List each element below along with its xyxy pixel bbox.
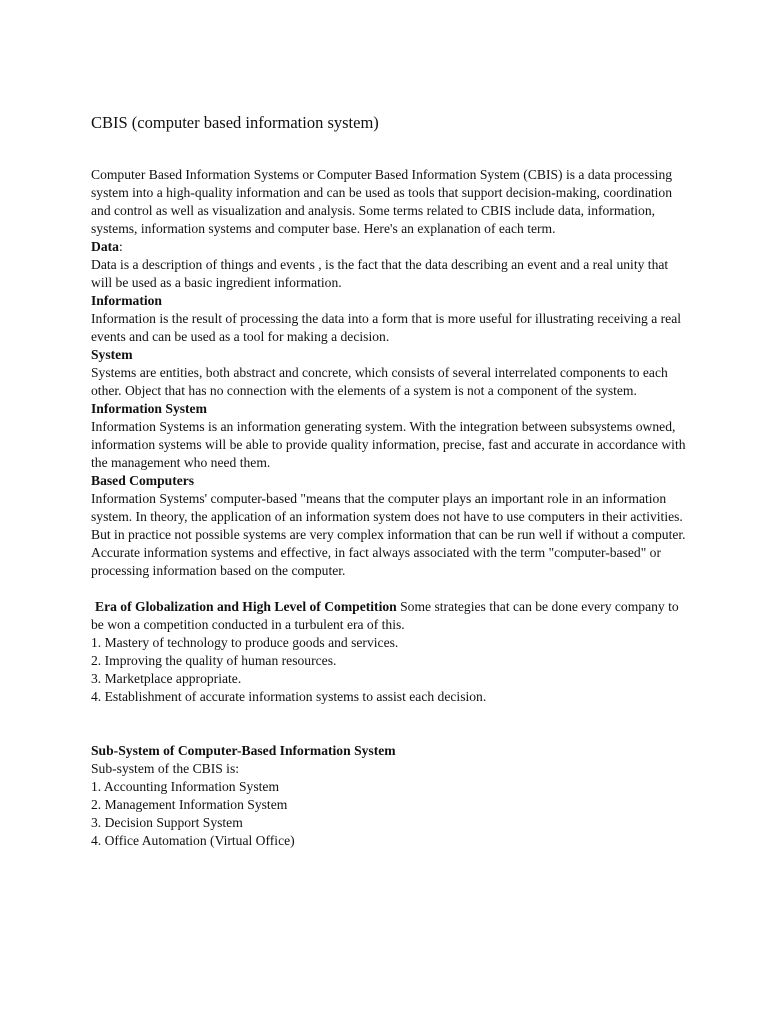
list-item: 4. Office Automation (Virtual Office) [91, 833, 295, 848]
era-heading: Era of Globalization and High Level of Competition [95, 599, 397, 614]
term-data-text: Data is a description of things and events , is the fact that the data describing an event and a real unity that will be used as a basic ingredient information. [91, 257, 669, 290]
term-information-system-text: Information Systems is an information generating system. With the integration between subsystems owned, information systems will be able to provide quality information, precise, fast and accurate in accordance with the management who need them. [91, 419, 686, 470]
list-item: 2. Improving the quality of human resources. [91, 653, 337, 668]
term-system-text: Systems are entities, both abstract and concrete, which consists of several interrelated components to each other. Object that has no connection with the elements of a system is not a component of the system. [91, 365, 668, 398]
spacer [91, 706, 691, 742]
era-text: Some strategies that can be done every company to be won a competition conducted in a turbulent era of this. [91, 599, 679, 632]
subsystems-intro: Sub-system of the CBIS is: [91, 761, 240, 776]
term-based-computers-text: Information Systems' computer-based "means that the computer plays an important role in an information system. In theory, the application of an information system does not have to use computers in their activities. But in practice not possible systems are very complex information that can be run well if without a computer. Accurate information systems and effective, in fact always associated with the term "computer-based" or processing information based on the computer. [91, 491, 686, 578]
document-body [91, 166, 691, 850]
term-information-heading: Information [91, 293, 162, 308]
term-heading-suffix: : [118, 239, 123, 254]
intro-paragraph: Computer Based Information Systems or Computer Based Information System (CBIS) is a data processing system into a high-quality information and can be used as tools that support decision-making, coordination and control as well as visualization and analysis. Some terms related to CBIS include data, information, systems, information systems and computer base. Here's an explanation of each term. [91, 167, 673, 236]
subsystems-list [91, 778, 691, 850]
list-item: 2. Management Information System [91, 797, 288, 812]
era-list [91, 634, 691, 706]
subsystems-heading: Sub-System of Computer-Based Information System [91, 743, 396, 758]
term-heading: Data [91, 239, 119, 254]
list-item: 3. Decision Support System [91, 815, 243, 830]
list-item: 3. Marketplace appropriate. [91, 671, 242, 686]
list-item: 4. Establishment of accurate information systems to assist each decision. [91, 689, 487, 704]
term-based-computers-heading: Based Computers [91, 473, 195, 488]
list-item: 1. Accounting Information System [91, 779, 280, 794]
term-information-system-heading: Information System [91, 401, 207, 416]
spacer [91, 580, 691, 598]
term-data [91, 238, 691, 256]
era-paragraph [91, 598, 691, 634]
document-title: CBIS (computer based information system) [91, 113, 379, 132]
term-system-heading: System [91, 347, 133, 362]
term-information-text: Information is the result of processing the data into a form that is more useful for illustrating receiving a real events and can be used as a tool for making a decision. [91, 311, 682, 344]
list-item: 1. Mastery of technology to produce goods and services. [91, 635, 399, 650]
